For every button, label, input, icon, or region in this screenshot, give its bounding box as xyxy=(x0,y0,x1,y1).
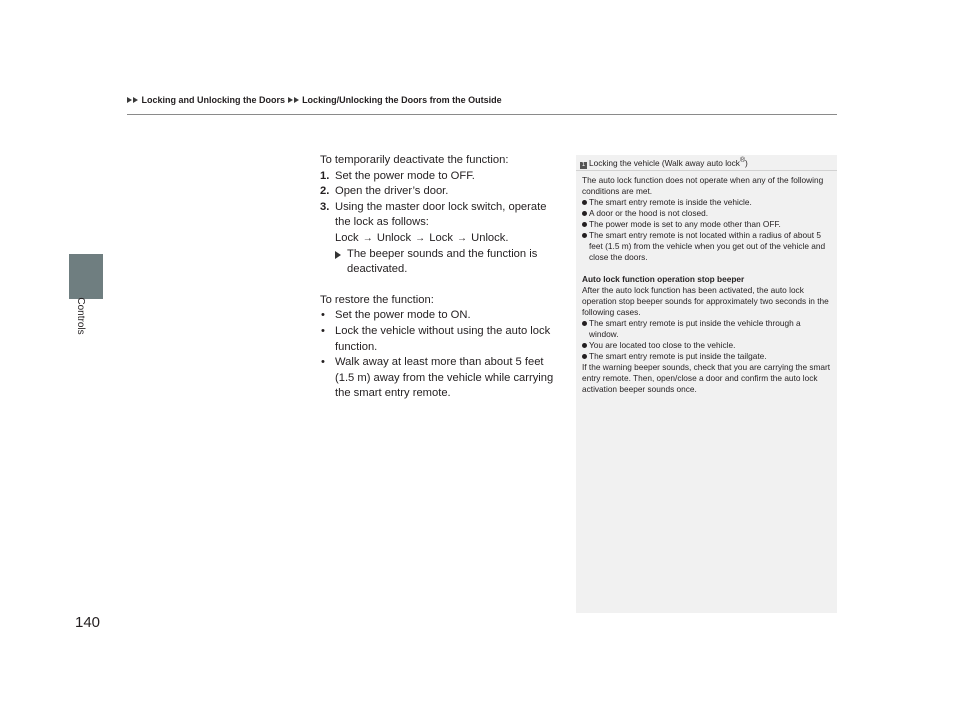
list-item: • Walk away at least more than about 5 feet (1.5 m) away from the vehicle while carrying the smart entry remote. xyxy=(320,355,565,402)
list-item: The smart entry remote is inside the vehicle. xyxy=(582,197,832,208)
list-item: • Lock the vehicle without using the auto lock function. xyxy=(320,324,565,355)
list-item: The power mode is set to any mode other than OFF. xyxy=(582,219,832,230)
section-tab xyxy=(69,254,103,299)
intro-text: To temporarily deactivate the function: xyxy=(320,154,509,166)
breadcrumb-item[interactable]: Locking/Unlocking the Doors from the Outside xyxy=(302,95,502,105)
list-item: A door or the hood is not closed. xyxy=(582,208,832,219)
list-item: The smart entry remote is put inside the vehicle through a window. xyxy=(582,318,832,340)
lock-sequence xyxy=(335,231,565,247)
breadcrumb-arrow-icon xyxy=(127,97,132,103)
info-heading: Auto lock function operation stop beeper xyxy=(582,274,745,284)
step-text: Open the driver’s door. xyxy=(335,185,449,198)
section-label: Controls xyxy=(75,297,86,335)
reference-icon: 1 xyxy=(581,161,586,168)
step-text: Set the power mode to OFF. xyxy=(335,169,475,182)
sequence-step: Unlock xyxy=(376,231,412,244)
header-rule xyxy=(127,114,837,115)
sequence-step: Unlock. xyxy=(471,231,509,244)
step-number: 1. xyxy=(320,169,330,182)
breadcrumb-arrow-icon xyxy=(294,97,299,103)
list-item: The smart entry remote is put inside the tailgate. xyxy=(582,351,832,362)
step-number: 3. xyxy=(320,200,330,213)
info-closing: If the warning beeper sounds, check that you are carrying the smart entry remote. Then, open/close a door and confirm the auto lock activation beeper sounds once. xyxy=(582,362,831,394)
breadcrumb-item[interactable]: Locking and Unlocking the Doors xyxy=(141,95,286,105)
page-number: 140 xyxy=(75,614,101,631)
restore-title: To restore the function: xyxy=(320,293,434,306)
step-number: 2. xyxy=(320,185,330,198)
step-result xyxy=(320,247,565,278)
arrow-right-icon: → xyxy=(415,232,426,244)
step-item xyxy=(320,184,565,200)
arrow-right-icon: → xyxy=(362,232,373,244)
list-item: • Set the power mode to ON. xyxy=(320,308,565,324)
info-body xyxy=(582,175,832,395)
list-item: The smart entry remote is not located within a radius of about 5 feet (1.5 m) from the vehicle when you get out of the vehicle and close the doors. xyxy=(582,230,832,263)
info-sidebar xyxy=(576,155,837,613)
breadcrumb-arrow-icon xyxy=(288,97,293,103)
info-text: After the auto lock function has been activated, the auto lock operation stop beeper sounds for approximately two seconds in the following cases. xyxy=(582,285,829,317)
step-item xyxy=(320,169,565,185)
info-divider xyxy=(576,170,837,171)
sequence-step: Lock xyxy=(429,231,453,244)
step-item xyxy=(320,200,565,247)
info-title: 1 Locking the vehicle (Walk away auto lock®) xyxy=(581,157,748,168)
list-item: You are located too close to the vehicle. xyxy=(582,340,832,351)
breadcrumb-arrow-icon xyxy=(133,97,138,103)
main-content xyxy=(320,153,565,402)
arrow-right-icon: → xyxy=(457,232,468,244)
result-arrow-icon xyxy=(335,251,341,259)
breadcrumb xyxy=(127,95,502,105)
step-text: Using the master door lock switch, operate the lock as follows: xyxy=(335,200,547,229)
result-text: The beeper sounds and the function is deactivated. xyxy=(347,247,538,276)
info-intro: The auto lock function does not operate when any of the following conditions are met. xyxy=(582,175,824,196)
sequence-step: Lock xyxy=(335,231,359,244)
